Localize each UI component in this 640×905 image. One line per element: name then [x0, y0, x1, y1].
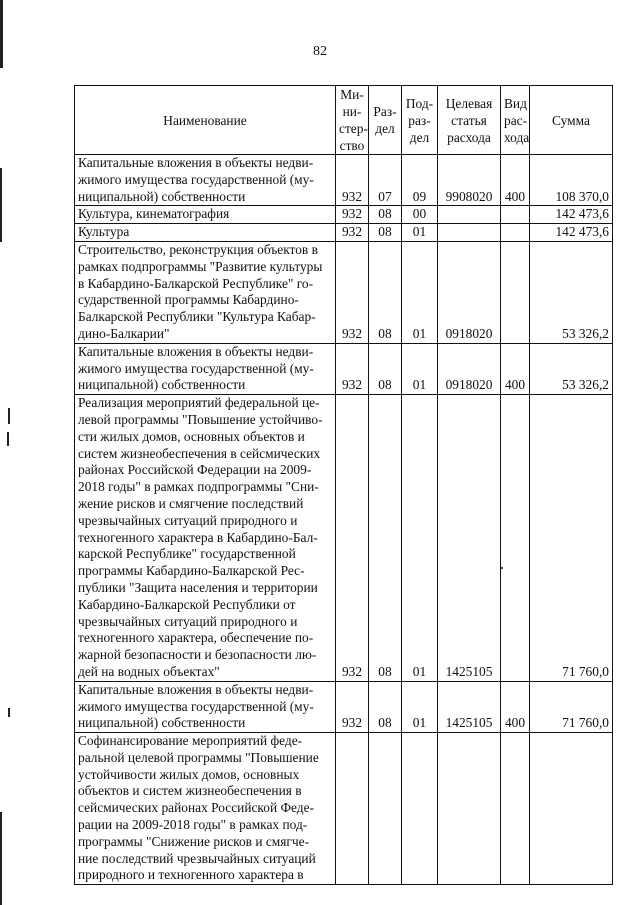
row-amount: 142 473,6: [530, 224, 613, 242]
row-subsection: 01: [402, 343, 438, 394]
scan-edge-mark: [0, 168, 2, 242]
scan-edge-mark: [7, 432, 9, 446]
row-amount: 108 370,0: [530, 155, 613, 206]
row-section: 08: [369, 343, 402, 394]
row-amount: 53 326,2: [530, 343, 613, 394]
row-target: 0918020: [438, 343, 501, 394]
scan-edge-mark: [8, 708, 10, 717]
row-name: Капитальные вложения в объекты недви- жимого имущества государственной (му- ниципальной) собственности: [75, 155, 336, 206]
table-row: [75, 224, 613, 242]
row-expense-type: [501, 224, 530, 242]
row-section: 08: [369, 395, 402, 682]
row-amount: 71 760,0: [530, 681, 613, 732]
row-ministry: 932: [336, 681, 369, 732]
row-ministry: [336, 733, 369, 885]
row-section: 08: [369, 206, 402, 224]
row-name: Капитальные вложения в объекты недви- жимого имущества государственной (му- ниципальной) собственности: [75, 681, 336, 732]
row-expense-type: 400: [501, 155, 530, 206]
header-amount: Сумма: [530, 86, 613, 155]
header-subsection: Под- раз- дел: [402, 86, 438, 155]
row-ministry: 932: [336, 224, 369, 242]
row-amount: 142 473,6: [530, 206, 613, 224]
row-ministry: 932: [336, 155, 369, 206]
scan-edge-mark: [0, 812, 2, 905]
row-section: 07: [369, 155, 402, 206]
header-name: Наименование: [75, 86, 336, 155]
row-name: Капитальные вложения в объекты недви- жимого имущества государственной (му- ниципальной) собственности: [75, 343, 336, 394]
row-target: [438, 206, 501, 224]
row-expense-type: [501, 395, 530, 682]
row-section: 08: [369, 681, 402, 732]
row-target: 9908020: [438, 155, 501, 206]
scan-edge-mark: [8, 408, 10, 424]
row-amount: [530, 733, 613, 885]
header-target: Целевая статья расхода: [438, 86, 501, 155]
header-expense-type: Вид рас- хода: [501, 86, 530, 155]
row-section: 08: [369, 224, 402, 242]
header-section: Раз- дел: [369, 86, 402, 155]
header-ministry: Ми- ни- стер- ство: [336, 86, 369, 155]
table-row: [75, 241, 613, 343]
table-body: [75, 155, 613, 885]
row-subsection: 01: [402, 224, 438, 242]
row-name: Строительство, реконструкция объектов в рамках подпрограммы "Развитие культуры в Кабардино-Балкарской Республике" го- сударственной программы Кабардино- Балкарской Республики "Культура Кабар- дино-Балкарии": [75, 241, 336, 343]
budget-table: [74, 85, 613, 885]
row-subsection: 01: [402, 395, 438, 682]
row-subsection: 01: [402, 241, 438, 343]
row-subsection: 09: [402, 155, 438, 206]
row-name: Культура: [75, 224, 336, 242]
row-subsection: 01: [402, 681, 438, 732]
row-target: 0918020: [438, 241, 501, 343]
row-name: Софинансирование мероприятий феде- ральной целевой программы "Повышение устойчивости жилых домов, основных объектов и систем жизнеобеспечения в сейсмических районах Российской Феде- рации на 2009-2018 годы" в рамках под- программы "Снижение рисков и смягче- ние последствий чрезвычайных ситуаций природного и техногенного характера в: [75, 733, 336, 885]
table-row: [75, 155, 613, 206]
row-target: 1425105: [438, 395, 501, 682]
row-subsection: [402, 733, 438, 885]
table-row: [75, 206, 613, 224]
row-expense-type: [501, 206, 530, 224]
row-target: 1425105: [438, 681, 501, 732]
table-row: [75, 395, 613, 682]
table-row: [75, 343, 613, 394]
row-ministry: 932: [336, 395, 369, 682]
row-expense-type: [501, 733, 530, 885]
row-ministry: 932: [336, 343, 369, 394]
row-target: [438, 733, 501, 885]
table-header-row: [75, 86, 613, 155]
page-number: 82: [313, 44, 327, 59]
table-row: [75, 733, 613, 885]
row-ministry: 932: [336, 241, 369, 343]
row-expense-type: 400: [501, 681, 530, 732]
row-section: 08: [369, 241, 402, 343]
row-ministry: 932: [336, 206, 369, 224]
row-amount: 71 760,0: [530, 395, 613, 682]
row-expense-type: [501, 241, 530, 343]
row-section: [369, 733, 402, 885]
row-name: Культура, кинематография: [75, 206, 336, 224]
row-name: Реализация мероприятий федеральной це- левой программы "Повышение устойчиво- сти жилых домов, основных объектов и систем жизнеобеспечения в сейсмических районах Российской Федерации на 2009- 2018 годы" в рамках подпрограммы "Сни- жение рисков и смягчение последствий чрезвычайных ситуаций природного и техногенного характера в Кабардино-Бал- карской Республике" государственной программы Кабардино-Балкарской Рес- публики "Защита населения и территории Кабардино-Балкарской Республики от чрезвычайных ситуаций природного и техногенного характера, обеспечение по- жарной безопасности и безопасности лю- дей на водных объектах": [75, 395, 336, 682]
row-amount: 53 326,2: [530, 241, 613, 343]
row-subsection: 00: [402, 206, 438, 224]
table-row: [75, 681, 613, 732]
row-target: [438, 224, 501, 242]
row-expense-type: 400: [501, 343, 530, 394]
